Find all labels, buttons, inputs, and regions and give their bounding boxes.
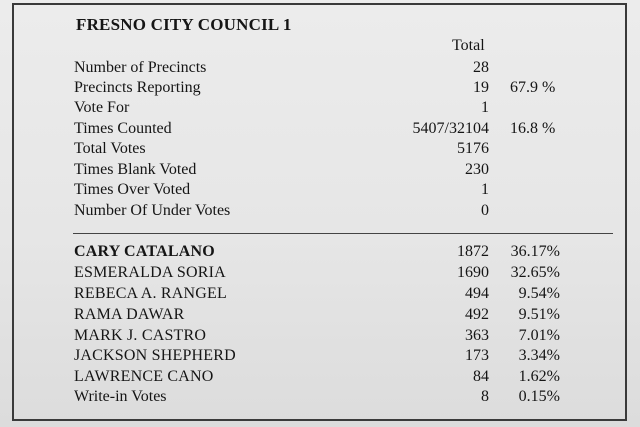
- candidate-name: Write-in Votes: [74, 388, 167, 405]
- candidate-votes: 84: [473, 368, 489, 385]
- candidate-row: [0, 327, 640, 347]
- candidate-row: [0, 347, 640, 367]
- candidate-votes: 8: [481, 388, 489, 405]
- candidate-percent: 36.17%: [510, 243, 560, 260]
- candidate-percent: 0.15%: [518, 388, 560, 405]
- stat-label: Number of Precincts: [74, 59, 207, 76]
- candidate-name: JACKSON SHEPHERD: [74, 347, 236, 364]
- candidate-name: LAWRENCE CANO: [74, 368, 214, 385]
- stat-percent: 16.8 %: [510, 120, 556, 137]
- stat-label: Precincts Reporting: [74, 79, 201, 96]
- section-divider: [73, 233, 613, 234]
- race-title: FRESNO CITY COUNCIL 1: [76, 15, 292, 34]
- stat-row: [0, 59, 640, 79]
- candidate-percent: 1.62%: [518, 368, 560, 385]
- candidate-votes: 1872: [457, 243, 489, 260]
- candidate-row: [0, 368, 640, 388]
- stat-value: 28: [473, 59, 489, 76]
- stat-row: [0, 120, 640, 140]
- stat-row: [0, 140, 640, 160]
- candidate-votes: 363: [465, 327, 489, 344]
- stat-row: [0, 181, 640, 201]
- candidate-votes: 173: [465, 347, 489, 364]
- candidate-percent: 3.34%: [518, 347, 560, 364]
- stat-value: 5176: [457, 140, 489, 157]
- stat-label: Times Blank Voted: [74, 161, 197, 178]
- stat-row: [0, 161, 640, 181]
- candidate-name: RAMA DAWAR: [74, 306, 185, 323]
- candidate-row: [0, 264, 640, 284]
- candidate-name: CARY CATALANO: [74, 243, 215, 260]
- candidate-name: ESMERALDA SORIA: [74, 264, 226, 281]
- stat-row: [0, 99, 640, 119]
- stat-label: Total Votes: [74, 140, 146, 157]
- stat-label: Vote For: [74, 99, 130, 116]
- candidate-percent: 32.65%: [510, 264, 560, 281]
- stat-value: 230: [465, 161, 489, 178]
- candidate-row: [0, 388, 640, 408]
- total-column-header: Total: [452, 37, 485, 54]
- candidate-name: MARK J. CASTRO: [74, 327, 207, 344]
- stat-value: 0: [481, 202, 489, 219]
- candidate-votes: 1690: [457, 264, 489, 281]
- stat-value: 1: [481, 99, 489, 116]
- stat-label: Times Over Voted: [74, 181, 191, 198]
- candidate-percent: 7.01%: [518, 327, 560, 344]
- stat-value: 19: [473, 79, 489, 96]
- stat-row: [0, 202, 640, 222]
- candidate-percent: 9.54%: [518, 285, 560, 302]
- candidate-row: [0, 285, 640, 305]
- stat-label: Number Of Under Votes: [74, 202, 231, 219]
- candidate-votes: 492: [465, 306, 489, 323]
- stat-value: 1: [481, 181, 489, 198]
- candidate-percent: 9.51%: [518, 306, 560, 323]
- candidate-row: [0, 243, 640, 263]
- candidate-row: [0, 306, 640, 326]
- stat-percent: 67.9 %: [510, 79, 556, 96]
- candidate-name: REBECA A. RANGEL: [74, 285, 227, 302]
- stat-value: 5407/32104: [412, 120, 489, 137]
- stat-row: [0, 79, 640, 99]
- stat-label: Times Counted: [74, 120, 172, 137]
- candidate-votes: 494: [465, 285, 489, 302]
